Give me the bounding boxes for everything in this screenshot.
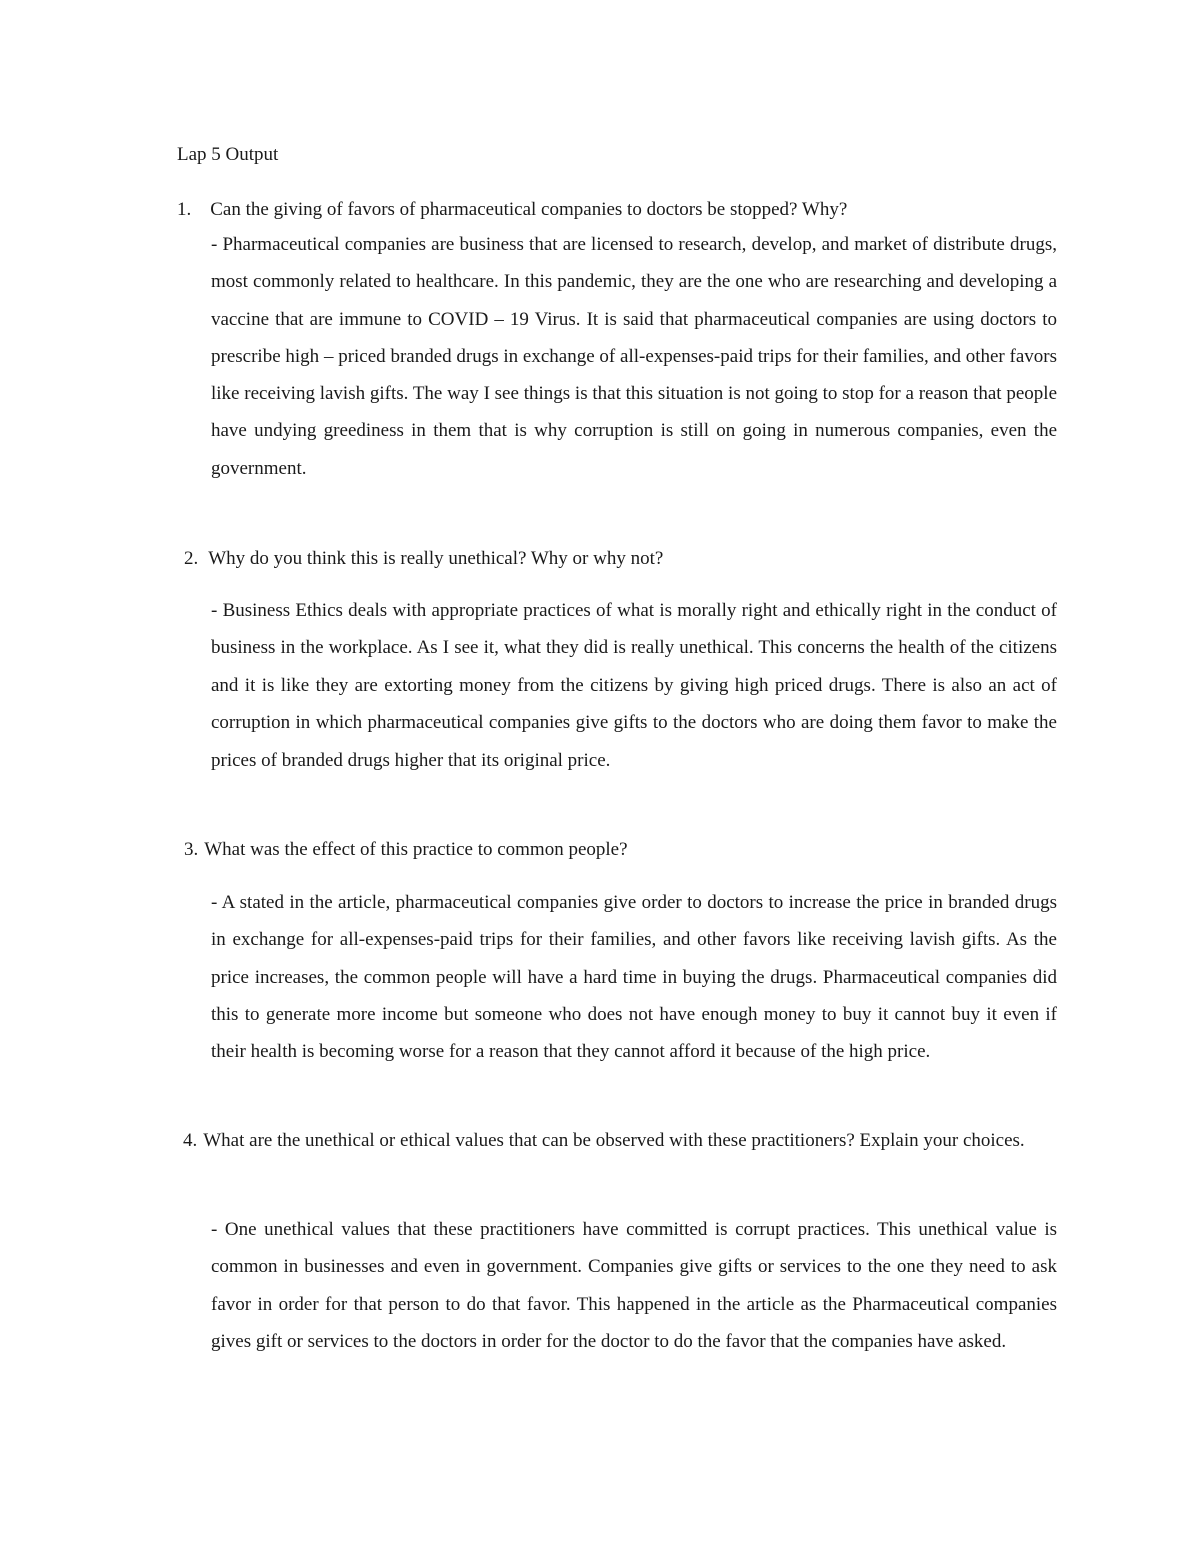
question-text: Can the giving of favors of pharmaceutical companies to doctors be stopped? Why? — [210, 199, 848, 220]
question-text: What was the effect of this practice to common people? — [204, 839, 628, 860]
question-1 — [177, 198, 847, 222]
answer-2: - Business Ethics deals with appropriate practices of what is morally right and ethically right in the conduct of business in the workplace. As I see it, what they did is really unethical. This concerns the health of the citizens and it is like they are extorting money from the citizens by giving high priced drugs. There is also an act of corruption in which pharmaceutical companies give gifts to the doctors who are doing them favor to make the prices of branded drugs higher that its original price. — [211, 600, 1057, 771]
question-text: Why do you think this is really unethical? Why or why not? — [208, 548, 664, 569]
question-3 — [184, 838, 628, 862]
answer-3: - A stated in the article, pharmaceutical companies give order to doctors to increase the price in branded drugs in exchange for all-expenses-paid trips for their families, and other favors like receiving lavish gifts. As the price increases, the common people will have a hard time in buying the drugs. Pharmaceutical companies did this to generate more income but someone who does not have enough money to buy it cannot buy it even if their health is becoming worse for a reason that they cannot afford it because of the high price. — [211, 892, 1057, 1063]
question-4 — [183, 1122, 1043, 1159]
question-2 — [184, 547, 663, 571]
answer-4: - One unethical values that these practitioners have committed is corrupt practices. This unethical value is common in businesses and even in government. Companies give gifts or services to the one they need to ask favor in order for that person to do that favor. This happened in the article as the Pharmaceutical companies gives gift or services to the doctors in order for the doctor to do the favor that the companies have asked. — [211, 1219, 1057, 1352]
answer-1: - Pharmaceutical companies are business that are licensed to research, develop, and market of distribute drugs, most commonly related to healthcare. In this pandemic, they are the one who are researching and developing a vaccine that are immune to COVID – 19 Virus. It is said that pharmaceutical companies are using doctors to prescribe high – priced branded drugs in exchange of all-expenses-paid trips for their families, and other favors like receiving lavish gifts. The way I see things is that this situation is not going to stop for a reason that people have undying greediness in them that is why corruption is still on going in numerous companies, even the government. — [211, 234, 1057, 479]
question-number: 3. — [184, 839, 199, 860]
question-number: 1. — [177, 199, 192, 220]
question-number: 4. — [183, 1130, 198, 1151]
document-title: Lap 5 Output — [177, 144, 279, 165]
question-number: 2. — [184, 548, 199, 569]
question-text: What are the unethical or ethical values that can be observed with these practitioners? Explain your choices. — [203, 1130, 1025, 1151]
